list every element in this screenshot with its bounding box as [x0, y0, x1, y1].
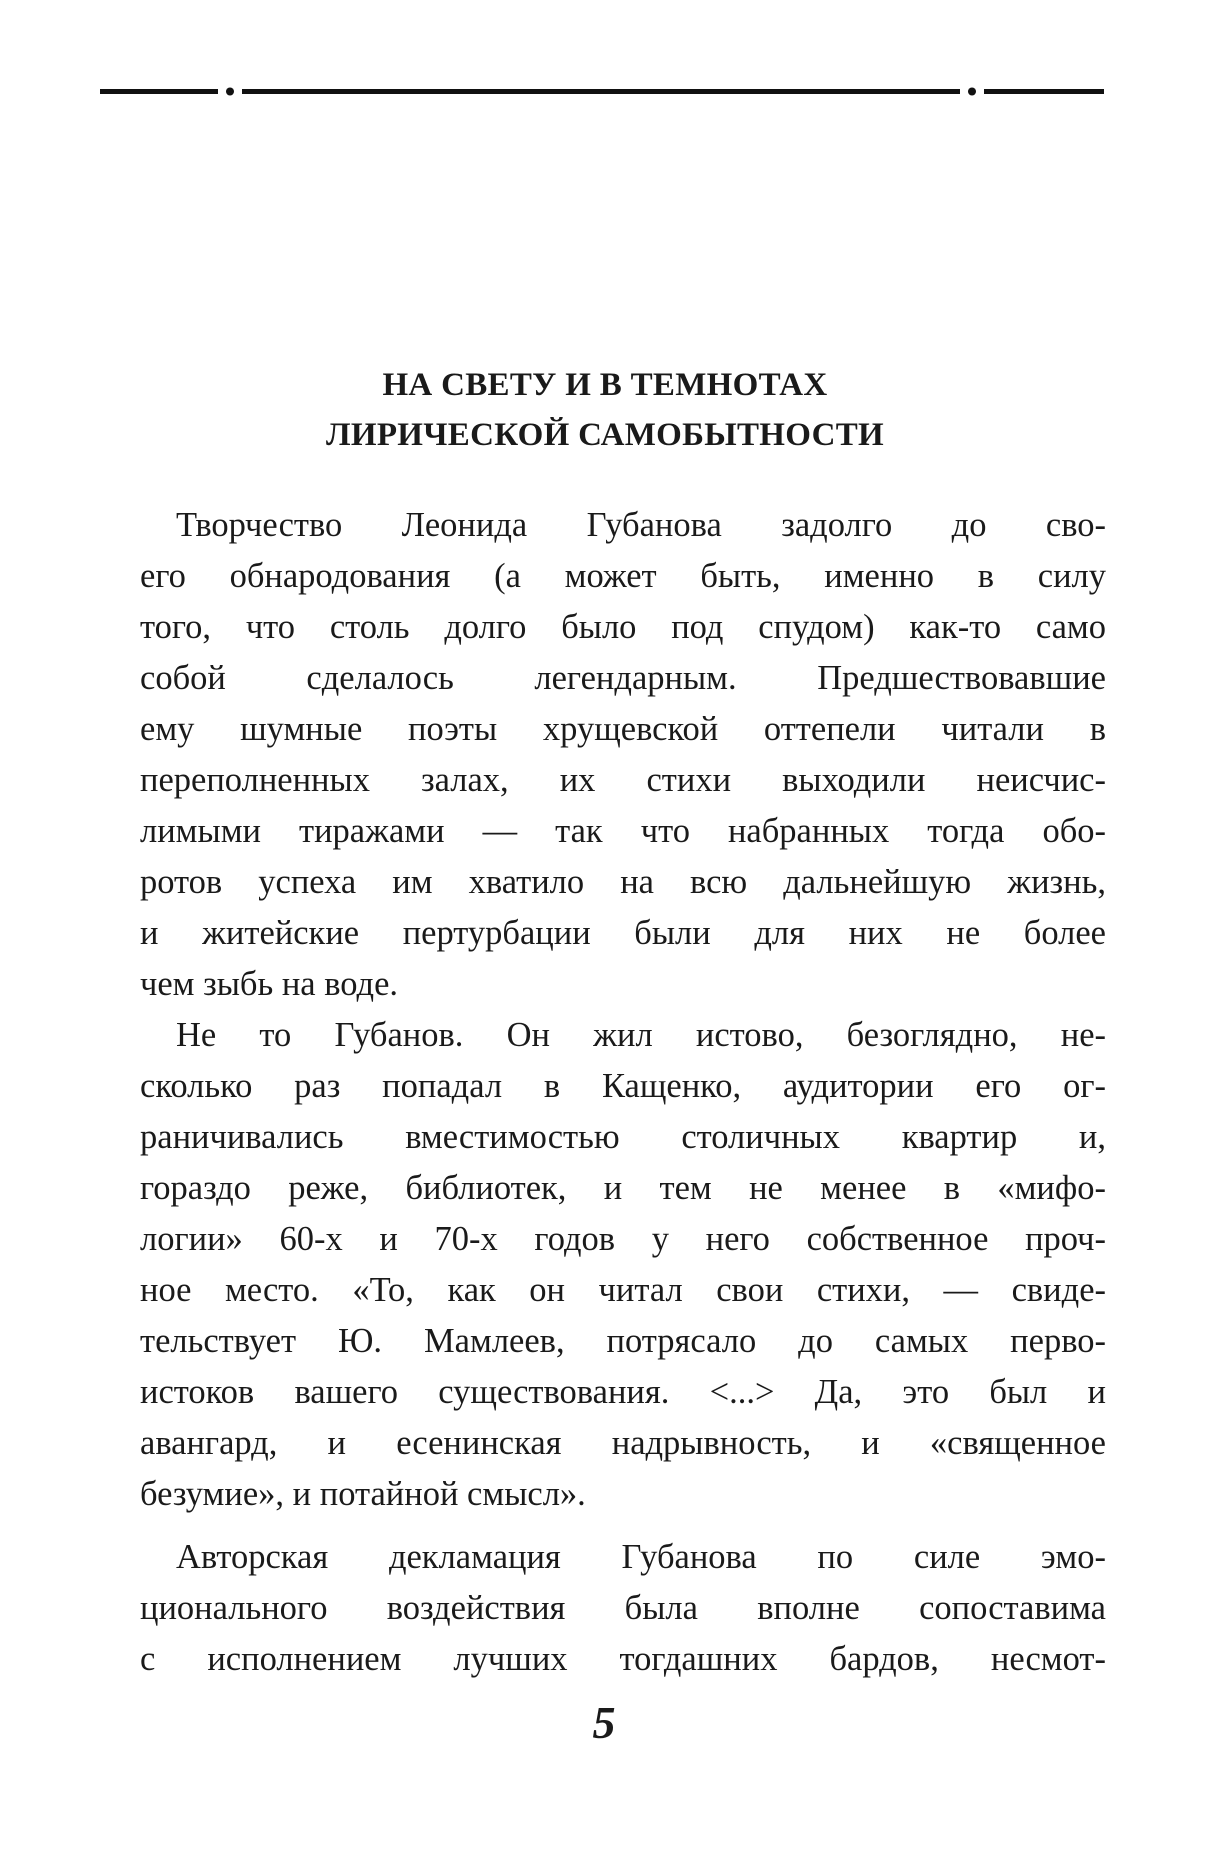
text-line: его обнародования (а может быть, именно в силу: [140, 557, 1106, 595]
heading-line-1: НА СВЕТУ И В ТЕМНОТАХ: [382, 367, 828, 403]
text-line: ционального воздействия была вполне сопоставима: [140, 1589, 1106, 1627]
text-line: Не то Губанов. Он жил истово, безоглядно, не-: [176, 1016, 1106, 1054]
text-line: безумие», и потайной смысл».: [140, 1475, 586, 1513]
text-line: собой сделалось легендарным. Предшествовавшие: [140, 659, 1106, 697]
text-line: того, что столь долго было под спудом) как-то само: [140, 608, 1106, 646]
rule-with-dots-icon: [100, 84, 1104, 98]
heading-line-2: ЛИРИЧЕСКОЙ САМОБЫТНОСТИ: [325, 417, 885, 453]
text-line: чем зыбь на воде.: [140, 965, 399, 1003]
paragraph-3: [140, 1532, 1106, 1685]
text-line: истоков вашего существования. <...> Да, это был и: [140, 1373, 1106, 1411]
text-line: логии» 60-х и 70-х годов у него собственное проч-: [140, 1220, 1106, 1258]
text-line: ное место. «То, как он читал свои стихи, — свиде-: [140, 1271, 1106, 1309]
text-line: и житейские пертурбации были для них не более: [140, 914, 1106, 952]
text-line: гораздо реже, библиотек, и тем не менее в «мифо-: [140, 1169, 1106, 1207]
chapter-heading: [150, 360, 1060, 460]
decorative-top-rule: [100, 84, 1104, 98]
text-line: переполненных залах, их стихи выходили неисчис-: [140, 761, 1106, 799]
text-line: лимыми тиражами — так что набранных тогда обо-: [140, 812, 1106, 850]
text-line: тельствует Ю. Мамлеев, потрясало до самых перво-: [140, 1322, 1106, 1360]
page-number: 5: [592, 1697, 616, 1748]
text-line: раничивались вместимостью столичных квартир и,: [140, 1118, 1106, 1156]
text-line: сколько раз попадал в Кащенко, аудитории его ог-: [140, 1067, 1106, 1105]
text-line: ротов успеха им хватило на всю дальнейшую жизнь,: [140, 863, 1106, 901]
text-line: авангард, и есенинская надрывность, и «священное: [140, 1424, 1106, 1462]
text-line: ему шумные поэты хрущевской оттепели читали в: [140, 710, 1106, 748]
text-line: с исполнением лучших тогдашних бардов, несмот-: [140, 1640, 1106, 1678]
text-line: Творчество Леонида Губанова задолго до сво-: [176, 506, 1106, 544]
paragraph-2: [140, 1010, 1106, 1520]
paragraph-1: [140, 500, 1106, 1010]
text-line: Авторская декламация Губанова по силе эмо-: [176, 1538, 1106, 1576]
body-text: [140, 500, 1106, 1685]
